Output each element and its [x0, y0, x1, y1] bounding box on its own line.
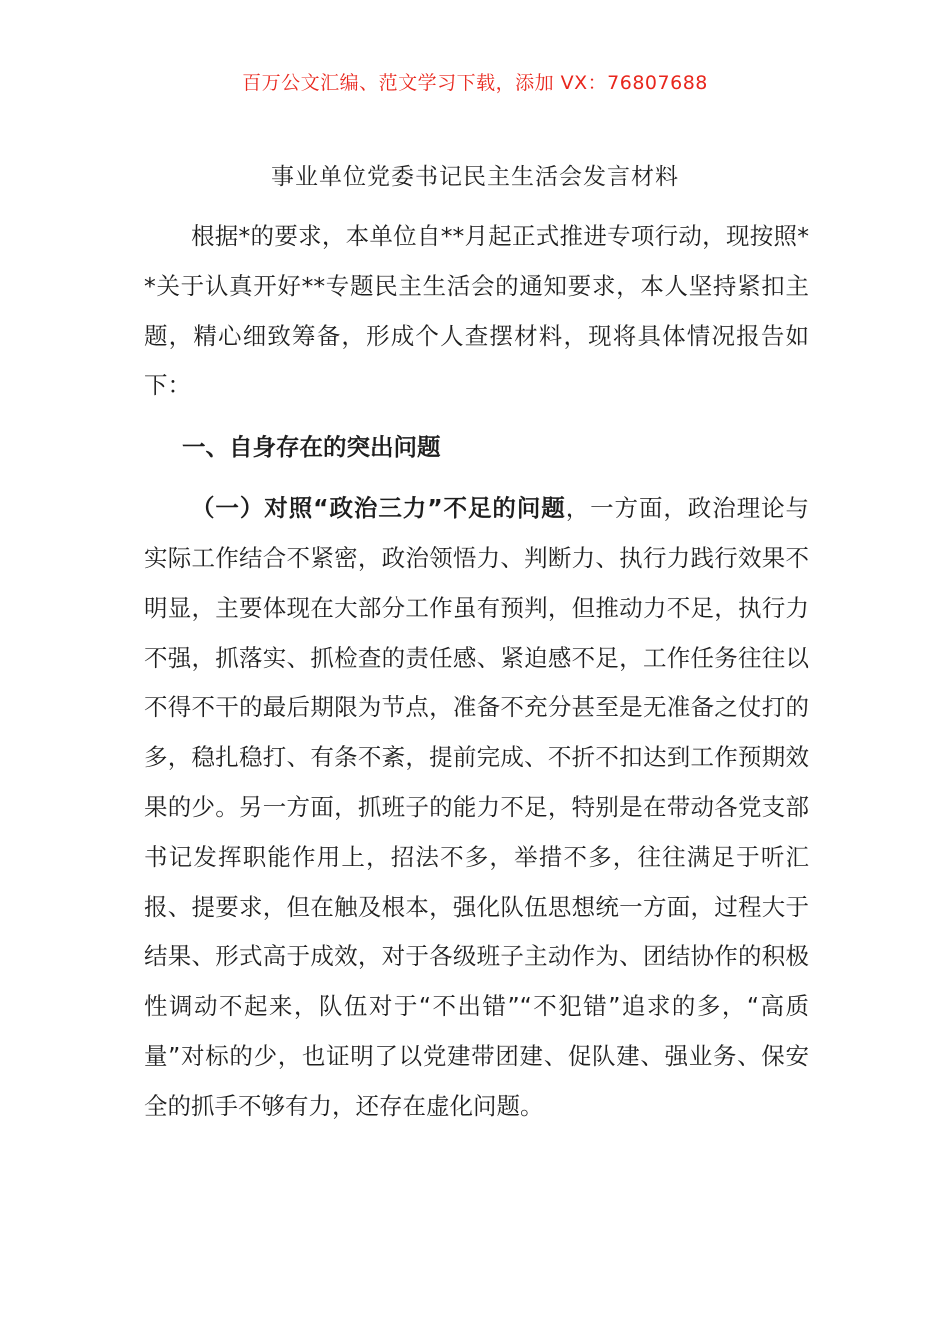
header-promo-note: 百万公文汇编、范文学习下载，添加 VX：76807688 [242, 72, 708, 94]
paragraph-lead: （一）对照“政治三力”不足的问题 [191, 494, 566, 523]
document-body [144, 212, 809, 1132]
document-title: 事业单位党委书记民主生活会发言材料 [271, 164, 679, 190]
paragraph-body: ，一方面，政治理论与实际工作结合不紧密，政治领悟力、判断力、执行力践行效果不明显，主要体现在大部分工作虽有预判，但推动力不足，执行力不强，抓落实、抓检查的责任感、紧迫感不足，工作任务往往以不得不干的最后期限为节点，准备不充分甚至是无准备之仗打的多，稳扎稳打、有条不紊，提前完成、不折不扣达到工作预期效果的少。另一方面，抓班子的能力不足，特别是在带动各党支部书记发挥职能作用上，招法不多，举措不多，往往满足于听汇报、提要求，但在触及根本，强化队伍思想统一方面，过程大于结果、形式高于成效，对于各级班子主动作为、团结协作的积极性调动不起来，队伍对于“不出错”“不犯错”追求的多，“高质量”对标的少，也证明了以党建带团建、促队建、强业务、保安全的抓手不够有力，还存在虚化问题。 [144, 494, 810, 1120]
section-heading-1: 一、自身存在的突出问题 [182, 433, 441, 462]
problem-paragraph-1 [144, 484, 809, 1131]
intro-paragraph: 根据*的要求，本单位自**月起正式推进专项行动，现按照**关于认真开好**专题民主生活会的通知要求，本人坚持紧扣主题，精心细致筹备，形成个人查摆材料，现将具体情况报告如下： [144, 222, 809, 400]
